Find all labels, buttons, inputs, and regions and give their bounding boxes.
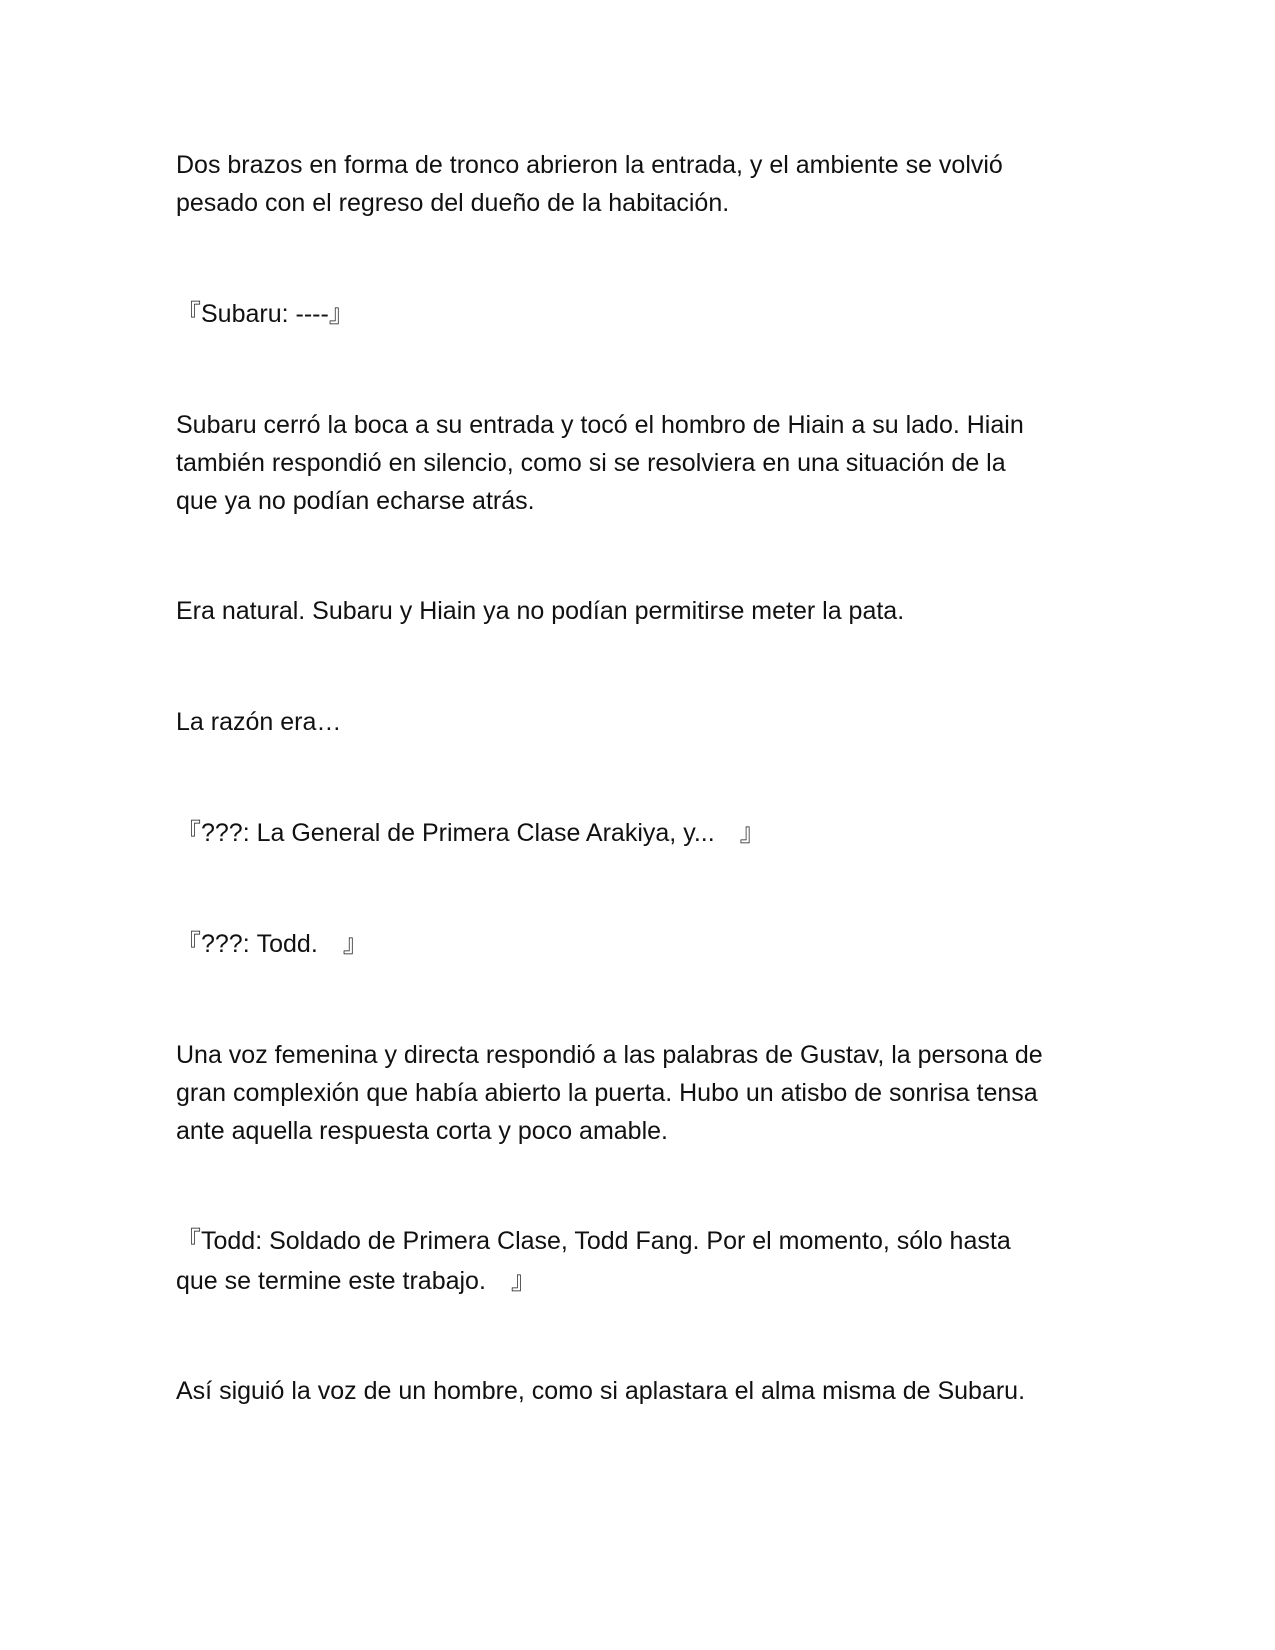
dialogue-line-todd: que se termine este trabajo. 』 bbox=[176, 1267, 536, 1295]
dialogue-line-unknown: 『???: La General de Primera Clase Arakiya, y... 』 bbox=[176, 819, 765, 847]
narration-line: Subaru cerró la boca a su entrada y tocó el hombro de Hiain a su lado. Hiain bbox=[176, 411, 1024, 439]
narration-line: La razón era… bbox=[176, 708, 342, 736]
narration-line: también respondió en silencio, como si se resolviera en una situación de la bbox=[176, 449, 1006, 477]
narration-line: que ya no podían echarse atrás. bbox=[176, 487, 535, 515]
narration-line: Una voz femenina y directa respondió a las palabras de Gustav, la persona de bbox=[176, 1041, 1043, 1069]
narration-line: Dos brazos en forma de tronco abrieron la entrada, y el ambiente se volvió bbox=[176, 151, 1003, 179]
narration-line: gran complexión que había abierto la puerta. Hubo un atisbo de sonrisa tensa bbox=[176, 1079, 1038, 1107]
narration-line: pesado con el regreso del dueño de la habitación. bbox=[176, 189, 730, 217]
dialogue-line-subaru: 『Subaru: ----』 bbox=[176, 300, 354, 328]
narration-line: Era natural. Subaru y Hiain ya no podían permitirse meter la pata. bbox=[176, 597, 905, 625]
narration-line: Así siguió la voz de un hombre, como si aplastara el alma misma de Subaru. bbox=[176, 1377, 1026, 1405]
narration-line: ante aquella respuesta corta y poco amable. bbox=[176, 1117, 668, 1145]
dialogue-line-unknown: 『???: Todd. 』 bbox=[176, 930, 368, 958]
dialogue-line-todd: 『Todd: Soldado de Primera Clase, Todd Fang. Por el momento, sólo hasta bbox=[176, 1227, 1011, 1255]
